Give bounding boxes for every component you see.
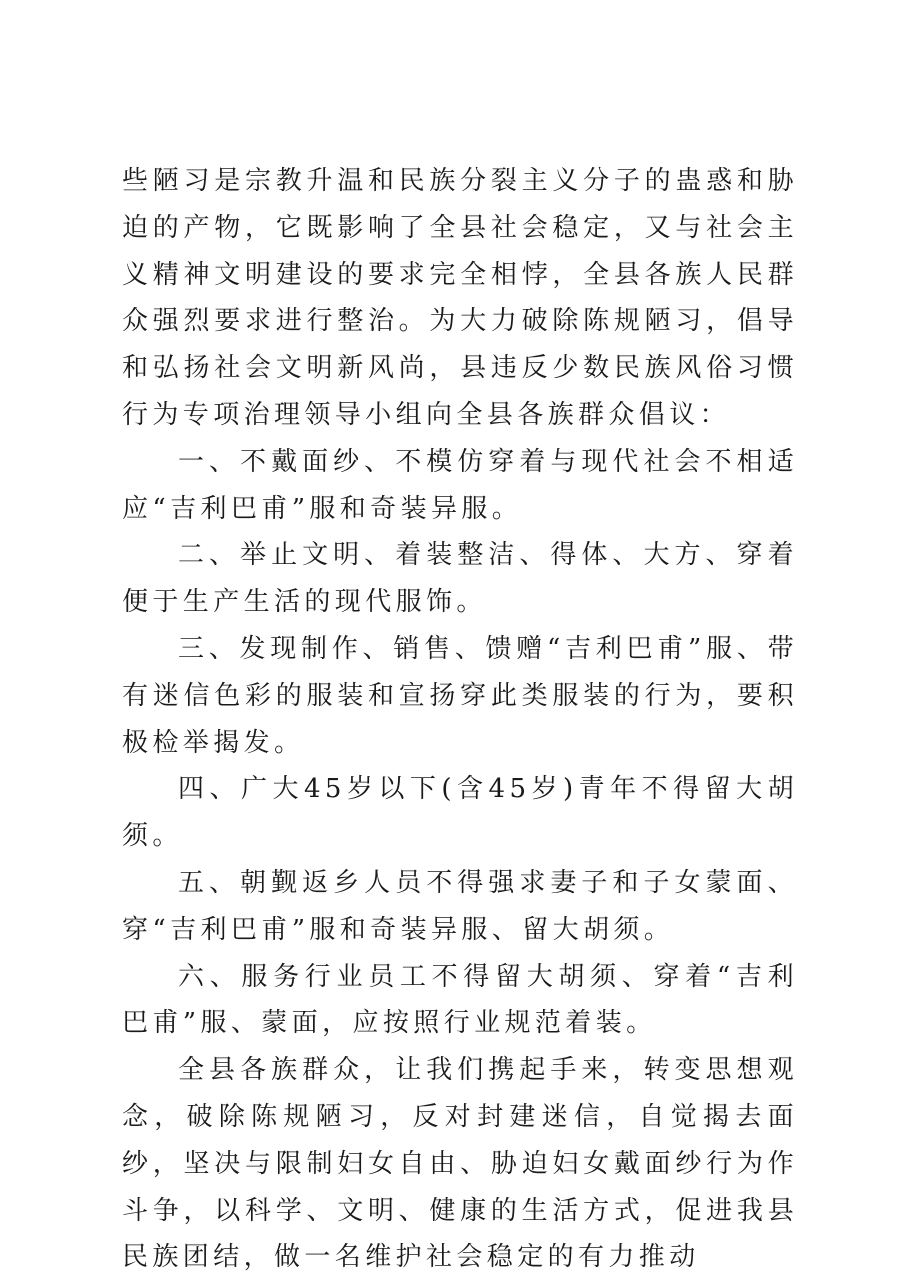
paragraph-continuation: 些陋习是宗教升温和民族分裂主义分子的蛊惑和胁迫的产物，它既影响了全县社会稳定，又与社会主义精神文明建设的要求完全相悖，全县各族人民群众强烈要求进行整治。为大力破除陈规陋习，倡导和弘扬社会文明新风尚，县违反少数民族风俗习惯行为专项治理领导小组向全县各族群众倡议： bbox=[122, 166, 798, 430]
paragraph-closing: 全县各族群众，让我们携起手来，转变思想观念，破除陈规陋习，反对封建迷信，自觉揭去面纱，坚决与限制妇女自由、胁迫妇女戴面纱行为作斗争，以科学、文明、健康的生活方式，促进我县民族团结，做一名维护社会稳定的有力推动 bbox=[122, 1055, 798, 1273]
paragraph-item-1: 一、不戴面纱、不模仿穿着与现代社会不相适应“吉利巴甫”服和奇装异服。 bbox=[122, 446, 798, 524]
paragraph-item-6: 六、服务行业员工不得留大胡须、穿着“吉利巴甫”服、蒙面，应按照行业规范着装。 bbox=[122, 961, 798, 1039]
paragraph-item-4: 四、广大45岁以下(含45岁)青年不得留大胡须。 bbox=[122, 774, 798, 852]
paragraph-item-3: 三、发现制作、销售、馈赠“吉利巴甫”服、带有迷信色彩的服装和宣扬穿此类服装的行为，要积极检举揭发。 bbox=[122, 633, 798, 758]
paragraph-item-2: 二、举止文明、着装整洁、得体、大方、穿着便于生产生活的现代服饰。 bbox=[122, 540, 798, 618]
document-body bbox=[122, 158, 798, 1281]
paragraph-item-5: 五、朝觐返乡人员不得强求妻子和子女蒙面、穿“吉利巴甫”服和奇装异服、留大胡须。 bbox=[122, 867, 798, 945]
